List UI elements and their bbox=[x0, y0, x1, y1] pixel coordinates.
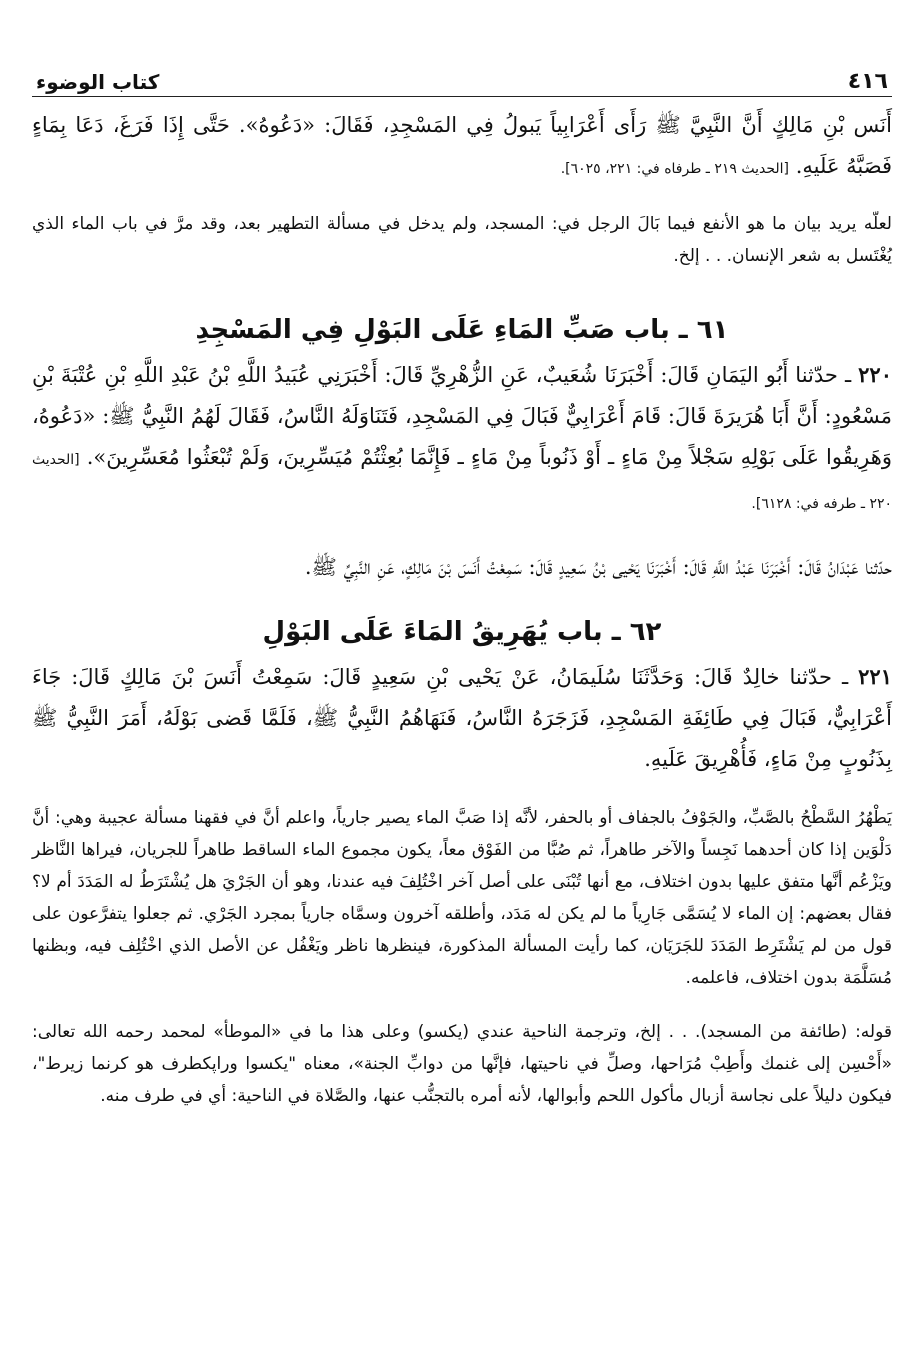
hadith-221 bbox=[32, 656, 892, 780]
chapter-62-heading: ٦٢ ـ باب يُهَرِيقُ المَاءَ عَلَى البَوْلِ bbox=[262, 617, 662, 647]
hadith-219-tail bbox=[32, 105, 892, 190]
chapter-61-heading: ٦١ ـ باب صَبِّ المَاءِ عَلَى البَوْلِ فِي المَسْجِدِ bbox=[195, 315, 729, 345]
commentary-paragraph-2: يَطْهُرُ السَّطْحُ بالصَّبِّ، والجَوْفُ بالجفاف أو بالحفر، لأنَّه إذا صَبَّ الماء يصير جارياً، واعلم أنَّ في فقهنا مسألة عجيبة وهي: أنَّ دَلْوَين إذا كان أحدهما نَجِساً والآخر طاهراً، ثم صُبَّا من الفَوْق معاً، يكون مجموع الماء الساقط طاهراً للجريان، فيراها النَّاظر ويَزْعُم أنَّها متفق عليها بدون اختلاف، مع أنها تُبْنَى على أصل آخر اخْتُلِفَ فيه عندنا، وهو أن الجَرْيَ هل يُشْتَرَطُ له المَدَدَ أم لا؟ فقال بعضهم: إن الماء لا يُسَمَّى جَارِياً ما لم يكن له مَدَد، وأطلقه آخرون وسمَّاه جارياً بمجرد الجَرْي. ثم جعلوا يتفرَّعون على قول من لم يَشْتَرِط المَدَدَ للجَرَيَان، كما رأيت المسألة المذكورة، فينظرها ناظر ويَغْفُل عن الأصل الذي اخْتُلِف فيه، وبظنها مُسَلَّمَة بدون اختلاف، فاعلمه. bbox=[32, 808, 892, 988]
book-page bbox=[32, 58, 892, 1358]
hadith-221-text: ـ حدّثنا خالِدٌ قَالَ: وَحَدَّثَنَا سُلَيمَانُ، عَنْ يَحْيى بْنِ سَعِيدٍ قَالَ: سَمِعْتُ أَنَسَ بْنَ مَالِكٍ قَالَ: جَاءَ أَعْرَابِيٌّ، فَبَالَ فِي طَائِفَةِ المَسْجِدِ، فَزَجَرَهُ النَّاسُ، فَنَهَاهُمُ النَّبِيُّ ﷺ، فَلَمَّا قَضى بَوْلَهُ، أَمَرَ النَّبِيُّ ﷺ بِذَنُوبٍ مِنْ مَاءٍ، فَأُهْرِيقَ عَلَيهِ. bbox=[32, 665, 892, 771]
hadith-220 bbox=[32, 354, 892, 525]
commentary-paragraph-3: قوله: (طائفة من المسجد). . . إلخ، وترجمة الناحية عندي (يكسو) وعلى هذا ما في «الموطأ» لمحمد رحمه الله تعالى: «أَحْسِن إلى غنمك وأَطِبْ مُرَاحها، وصلِّ في ناحيتها، فإنَّها من دوابِّ الجنة»، معناه "يكسوا وراپكطرف هو كرنما زيرط"، فيكون دليلاً على نجاسة أزبال مأكول اللحم وأبوالها، لأنه أمره بالتجنُّب عنها، والصَّلاة في الناحية: أي في طرف منه. bbox=[32, 1022, 892, 1106]
running-header bbox=[32, 58, 892, 97]
hadith-220-text: ـ حدّثنا أَبُو اليَمَانِ قَالَ: أَخْبَرَنَا شُعَيبٌ، عَنِ الزُّهْرِيِّ قَالَ: أَخْبَرَنِي عُبَيدُ اللَّهِ بْنُ عَبْدِ اللَّهِ بْنِ عُتْبَةَ بْنِ مَسْعُودٍ: أَنَّ أَبَا هُرَيرَةَ قَالَ: قَامَ أَعْرَابِيٌّ فَبَالَ فِي المَسْجِدِ، فَتَنَاوَلَهُ النَّاسُ، فَقَالَ لَهُمُ النَّبِيُّ ﷺ: «دَعُوهُ، وَهَرِيقُوا عَلَى بَوْلِهِ سَجْلاً مِنْ مَاءٍ ـ أَوْ ذَنُوباً مِنْ مَاءٍ ـ فَإِنَّمَا بُعِثْتُمْ مُيَسِّرِينَ، وَلَمْ تُبْعَثُوا مُعَسِّرِينَ». bbox=[32, 363, 892, 469]
hadith-220-number: ٢٢٠ bbox=[858, 362, 892, 387]
book-title: كتاب الوضوء bbox=[36, 70, 160, 94]
page-number: ٤١٦ bbox=[847, 69, 888, 94]
hadith-220-second-isnad: حدّثنا عَبْدَانُ قَالَ: أَخْبَرَنَا عَبْدُ اللَّهِ قَالَ: أَخْبَرَنَا يَحْيى بْنُ سَعِيدٍ قَالَ: سَمِعْتُ أَنَسَ بْنَ مَالِكٍ، عَنِ النَّبِيِّ ﷺ. bbox=[304, 555, 892, 579]
hadith-219-text: أَنَس بْنِ مَالِكٍ أَنَّ النَّبِيَّ ﷺ رَأَى أَعْرَابِياً يَبولُ فِي المَسْجِدِ، فَقَالَ: «دَعُوهُ». حَتَّى إِذَا فَرَغَ، دَعَا بِمَاءٍ فَصَبَّهُ عَلَيهِ. bbox=[32, 113, 892, 178]
hadith-221-number: ٢٢١ bbox=[858, 664, 892, 689]
hadith-219-ref: [الحديث ٢١٩ ـ طرفاه في: ٢٢١، ٦٠٢٥]. bbox=[560, 161, 790, 177]
commentary-paragraph-1: لعلّه يريد بيان ما هو الأنفع فيما بَالَ الرجل في: المسجد، ولم يدخل في مسألة التطهير بعد، وقد مرَّ في باب الماء الذي يُغْتَسل به شعر الإنسان. . . إلخ. bbox=[32, 214, 892, 266]
hadith-220-ref: [الحديث ٢٢٠ ـ طرفه في: ٦١٢٨]. bbox=[32, 452, 892, 512]
